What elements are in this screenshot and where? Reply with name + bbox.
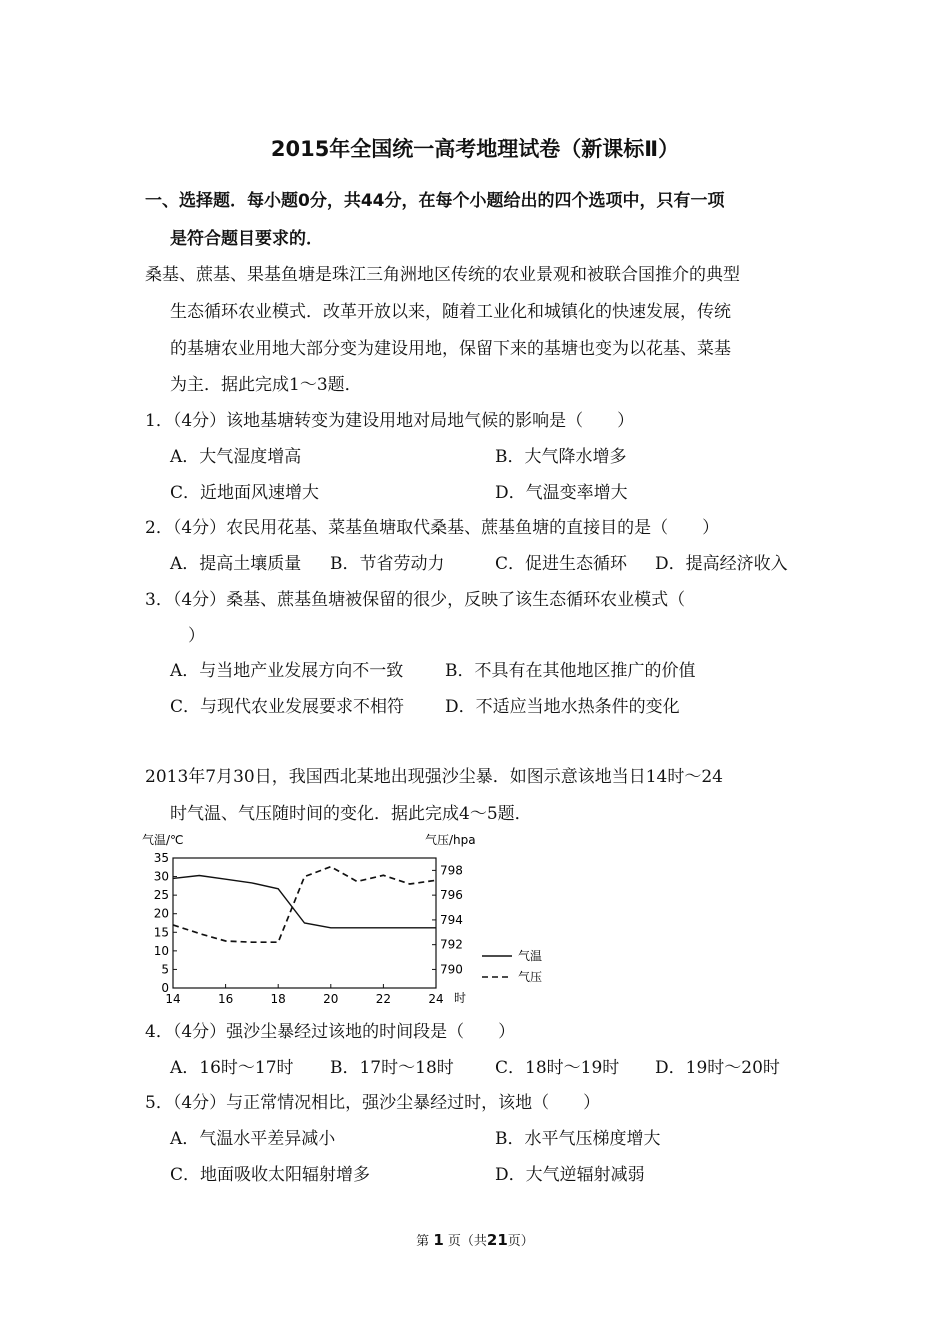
- passage2-line2: 时气温、气压随时间的变化．据此完成4～5题．: [170, 804, 532, 824]
- q5-option-c: C．地面吸收太阳辐射增多: [170, 1165, 371, 1185]
- y-left-tick-label: 15: [153, 925, 169, 940]
- legend-pressure-label: 气压: [518, 970, 543, 984]
- y-left-tick-label: 10: [153, 943, 169, 958]
- right-axis-label: 气压/hpa: [425, 833, 476, 847]
- q2-option-c: C．促进生态循环: [495, 554, 628, 574]
- q3-stem-cont: ）: [188, 626, 205, 646]
- q4-option-c: C．18时～19时: [495, 1058, 620, 1078]
- footer-total-pages: 21: [486, 1231, 508, 1249]
- temperature-pressure-chart: [138, 828, 558, 1010]
- q3-option-d: D．不适应当地水热条件的变化: [445, 697, 680, 717]
- q5-option-d: D．大气逆辐射减弱: [495, 1165, 645, 1185]
- footer-mid: 页（共: [447, 1234, 487, 1249]
- q4-option-b: B．17时～18时: [330, 1058, 454, 1078]
- q2-option-b: B．节省劳动力: [330, 554, 445, 574]
- left-axis-label: 气温/℃: [142, 833, 184, 847]
- legend-temperature-label: 气温: [518, 949, 543, 963]
- y-right-tick-label: 796: [440, 888, 463, 903]
- q1-option-d: D．气温变率增大: [495, 483, 628, 503]
- y-left-tick-label: 25: [153, 888, 169, 903]
- temperature-series-line: [173, 876, 436, 928]
- q5-option-a: A．气温水平差异减小: [170, 1129, 336, 1149]
- q5-stem: 5．（4分）与正常情况相比，强沙尘暴经过时，该地（ ）: [145, 1093, 601, 1113]
- y-left-tick-label: 35: [153, 851, 169, 865]
- q2-stem: 2．（4分）农民用花基、菜基鱼塘取代桑基、蔗基鱼塘的直接目的是（ ）: [145, 518, 720, 538]
- q4-option-a: A．16时～17时: [170, 1058, 294, 1078]
- q3-option-c: C．与现代农业发展要求不相符: [170, 697, 405, 717]
- x-tick-label: 18: [270, 992, 286, 1006]
- y-left-tick-label: 30: [153, 869, 169, 884]
- passage1-line2: 生态循环农业模式．改革开放以来，随着工业化和城镇化的快速发展，传统: [170, 302, 731, 322]
- y-left-tick-label: 20: [153, 906, 169, 921]
- section-heading-line1: 一、选择题．每小题0分，共44分，在每个小题给出的四个选项中，只有一项: [145, 191, 725, 211]
- page-title: 2015年全国统一高考地理试卷（新课标Ⅱ）: [270, 137, 680, 161]
- q3-option-a: A．与当地产业发展方向不一致: [170, 661, 404, 681]
- q1-option-b: B．大气降水增多: [495, 447, 627, 467]
- q3-option-b: B．不具有在其他地区推广的价值: [445, 661, 696, 681]
- section-heading-line2: 是符合题目要求的．: [170, 229, 323, 249]
- q5-option-b: B．水平气压梯度增大: [495, 1129, 661, 1149]
- passage1-line1: 桑基、蔗基、果基鱼塘是珠江三角洲地区传统的农业景观和被联合国推介的典型: [145, 265, 740, 285]
- y-right-tick-label: 790: [440, 962, 463, 977]
- y-left-tick-label: 5: [161, 962, 169, 977]
- y-right-tick-label: 792: [440, 937, 463, 952]
- q1-option-a: A．大气湿度增高: [170, 447, 302, 467]
- q3-stem: 3．（4分）桑基、蔗基鱼塘被保留的很少，反映了该生态循环农业模式（: [145, 590, 686, 610]
- y-right-tick-label: 798: [440, 863, 463, 878]
- q4-stem: 4．（4分）强沙尘暴经过该地的时间段是（ ）: [145, 1022, 516, 1042]
- x-tick-label: 14: [165, 992, 181, 1006]
- footer-suffix: 页）: [507, 1234, 534, 1249]
- q1-stem: 1．（4分）该地基塘转变为建设用地对局地气候的影响是（ ）: [145, 411, 635, 431]
- x-tick-label: 24: [428, 992, 444, 1006]
- x-tick-label: 20: [323, 992, 339, 1006]
- page-footer: [0, 1230, 950, 1249]
- q2-option-a: A．提高土壤质量: [170, 554, 302, 574]
- footer-page-number: 1: [433, 1231, 444, 1249]
- q2-option-d: D．提高经济收入: [655, 554, 788, 574]
- x-tick-label: 16: [217, 992, 234, 1006]
- passage1-line3: 的基塘农业用地大部分变为建设用地，保留下来的基塘也变为以花基、菜基: [170, 339, 731, 359]
- passage1-line4: 为主．据此完成1～3题．: [170, 375, 362, 395]
- footer-prefix: 第: [416, 1234, 430, 1249]
- q4-option-d: D．19时～20时: [655, 1058, 780, 1078]
- q1-option-c: C．近地面风速增大: [170, 483, 320, 503]
- passage2-line1: 2013年7月30日，我国西北某地出现强沙尘暴．如图示意该地当日14时～24: [145, 767, 723, 787]
- y-right-tick-label: 794: [440, 912, 463, 927]
- x-tick-label: 22: [375, 992, 392, 1006]
- y-left-tick-label: 0: [161, 981, 169, 995]
- x-axis-label: 时: [454, 991, 467, 1005]
